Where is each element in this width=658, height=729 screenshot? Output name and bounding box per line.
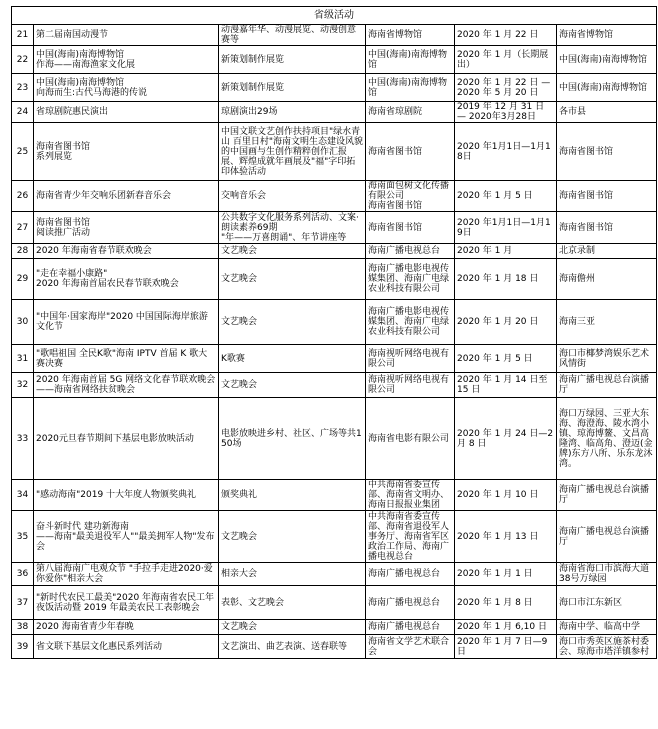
activity-time: 2020 年 1 月 1 日: [455, 563, 557, 586]
organizer: 中国(海南)南海博物馆: [366, 46, 455, 74]
table-row: [12, 74, 657, 102]
row-number: 25: [12, 123, 34, 181]
organizer: 海南广播电视总台: [366, 563, 455, 586]
row-number: 26: [12, 181, 34, 212]
activity-name: "歌唱祖国 全民K歌"海南 IPTV 首届 K 歌大赛决赛: [34, 345, 219, 373]
activity-name: 海南省青少年交响乐团新春音乐会: [34, 181, 219, 212]
activity-time: 2020 年1月1日—1月19日: [455, 212, 557, 244]
activity-place: 海口市椰梦湾娱乐艺术风情街: [557, 345, 657, 373]
activity-place: 海南广播电视总台演播厅: [557, 480, 657, 511]
activity-name: 奋斗新时代 建功新海南 ——海南"最美退役军人""最美拥军人物"发布会: [34, 511, 219, 563]
activity-content: 表彰、文艺晚会: [219, 586, 366, 620]
organizer: 海南省博物馆: [366, 25, 455, 46]
activity-time: 2020 年 1 月（长期展出）: [455, 46, 557, 74]
activity-place: 海南省海口市滨海大道 38号万绿园: [557, 563, 657, 586]
row-number: 35: [12, 511, 34, 563]
organizer: 海南省图书馆: [366, 123, 455, 181]
organizer: 海南省文学艺术联合会: [366, 635, 455, 659]
activity-time: 2020 年1月1日—1月18日: [455, 123, 557, 181]
row-number: 38: [12, 620, 34, 635]
activity-content: 琼剧演出29场: [219, 102, 366, 123]
row-number: 34: [12, 480, 34, 511]
activity-content: 中国文联文艺创作扶持项目"绿水青山 百里日村"海南文明生态建设风貌的中国画与生创作精粹创作汇报展、辉煌成就年画展及"福"字印拓印体验活动: [219, 123, 366, 181]
table-row: [12, 511, 657, 563]
table-row: [12, 123, 657, 181]
table-row: [12, 345, 657, 373]
row-number: 24: [12, 102, 34, 123]
table-row: [12, 480, 657, 511]
table-row: [12, 46, 657, 74]
organizer: 中共海南省委宣传部、海南省文明办、海南日报报业集团: [366, 480, 455, 511]
activity-name: 2020元旦春节期间下基层电影放映活动: [34, 398, 219, 480]
organizer: 中国(海南)南海博物馆: [366, 74, 455, 102]
activity-name: 中国(海南)南海博物馆 向海而生:古代马海港的传说: [34, 74, 219, 102]
activity-time: 2020 年 1 月 24 日—2 月 8 日: [455, 398, 557, 480]
activity-time: 2020 年 1 月 7 日—9 日: [455, 635, 557, 659]
table-caption: 省级活动: [12, 7, 657, 25]
row-number: 36: [12, 563, 34, 586]
activity-place: 各市县: [557, 102, 657, 123]
organizer: 海南广播电影电视传媒集团、海南广电绿农业科技有限公司: [366, 259, 455, 300]
activity-place: 中国(海南)南海博物馆: [557, 46, 657, 74]
activity-name: 2020 海南省青少年春晚: [34, 620, 219, 635]
activity-place: 海南广播电视总台演播厅: [557, 373, 657, 398]
activity-content: 文艺晚会: [219, 300, 366, 345]
activity-name: 海南省图书馆 阅读推广活动: [34, 212, 219, 244]
table-row: [12, 212, 657, 244]
row-number: 21: [12, 25, 34, 46]
activity-content: 新策划制作展览: [219, 46, 366, 74]
activity-time: 2020 年 1 月 10 日: [455, 480, 557, 511]
activity-time: 2020 年 1 月: [455, 244, 557, 259]
table-row: [12, 586, 657, 620]
row-number: 33: [12, 398, 34, 480]
row-number: 29: [12, 259, 34, 300]
activity-time: 2020 年 1 月 6,10 日: [455, 620, 557, 635]
organizer: 海南广播电视总台: [366, 244, 455, 259]
activity-name: "新时代农民工最美"2020 年海南省农民工年夜饭活动暨 2019 年最美农民工表彰晚会: [34, 586, 219, 620]
row-number: 30: [12, 300, 34, 345]
table-row: [12, 259, 657, 300]
activity-name: 第二届南国动漫节: [34, 25, 219, 46]
organizer: 海南视听网络电视有限公司: [366, 373, 455, 398]
activity-name: 2020 年海南首届 5G 网络文化春节联欢晚会——海南省网络扶贫晚会: [34, 373, 219, 398]
row-number: 23: [12, 74, 34, 102]
table-row: [12, 102, 657, 123]
organizer: 海南省图书馆: [366, 212, 455, 244]
activity-time: 2020 年 1 月 5 日: [455, 345, 557, 373]
organizer: 海南面包树文化传播有限公司 海南省图书馆: [366, 181, 455, 212]
activity-name: "走在幸福小康路" 2020 年海南首届农民春节联欢晚会: [34, 259, 219, 300]
activity-place: 海口万绿园、三亚大东海、海澄海、陵水湾小镇、琼海博鳌、文昌高隆湾、临高角、澄迈(金牌)东方八所、乐东龙沐湾。: [557, 398, 657, 480]
activity-content: 文艺晚会: [219, 620, 366, 635]
caption-row: [12, 7, 657, 25]
activity-time: 2020 年 1 月 18 日: [455, 259, 557, 300]
row-number: 27: [12, 212, 34, 244]
table-row: [12, 373, 657, 398]
activity-place: 海南三亚: [557, 300, 657, 345]
table-row: [12, 181, 657, 212]
table-row: [12, 398, 657, 480]
activity-place: 海南儋州: [557, 259, 657, 300]
activity-time: 2019 年 12 月 31 日 — 2020年3月28日: [455, 102, 557, 123]
activity-content: 电影放映进乡村、社区、广场等共150场: [219, 398, 366, 480]
activity-content: 文艺晚会: [219, 511, 366, 563]
activity-content: 新策划制作展览: [219, 74, 366, 102]
row-number: 22: [12, 46, 34, 74]
activity-name: 省琼剧院惠民演出: [34, 102, 219, 123]
activity-content: 公共数字文化服务系列活动、文案·朗读素养69期 "年——万喜朗诵"、年节讲座等: [219, 212, 366, 244]
activity-name: "感动海南"2019 十大年度人物颁奖典礼: [34, 480, 219, 511]
activity-content: 文艺晚会: [219, 259, 366, 300]
activity-time: 2020 年 1 月 22 日 — 2020 年 5 月 20 日: [455, 74, 557, 102]
activity-time: 2020 年 1 月 13 日: [455, 511, 557, 563]
activity-content: K歌赛: [219, 345, 366, 373]
activity-time: 2020 年 1 月 5 日: [455, 181, 557, 212]
activity-content: 动漫嘉年华、动漫展览、动漫创意赛等: [219, 25, 366, 46]
activity-content: 文艺晚会: [219, 373, 366, 398]
activity-place: 海南省图书馆: [557, 181, 657, 212]
activity-place: 中国(海南)南海博物馆: [557, 74, 657, 102]
activity-name: 中国(海南)南海博物馆 作海——南海渔家文化展: [34, 46, 219, 74]
activity-name: 2020 年海南省春节联欢晚会: [34, 244, 219, 259]
activity-time: 2020 年 1 月 14 日至 15 日: [455, 373, 557, 398]
organizer: 海南广播电视总台: [366, 620, 455, 635]
activity-time: 2020 年 1 月 20 日: [455, 300, 557, 345]
activity-place: 海口市江东新区: [557, 586, 657, 620]
row-number: 31: [12, 345, 34, 373]
row-number: 28: [12, 244, 34, 259]
table-row: [12, 300, 657, 345]
activity-content: 相亲大会: [219, 563, 366, 586]
activity-content: 文艺晚会: [219, 244, 366, 259]
activity-name: 海南省图书馆 系列展览: [34, 123, 219, 181]
activity-place: 海南中学、临高中学: [557, 620, 657, 635]
organizer: 海南省琼剧院: [366, 102, 455, 123]
table-row: [12, 635, 657, 659]
activity-place: 海南省图书馆: [557, 123, 657, 181]
activity-time: 2020 年 1 月 22 日: [455, 25, 557, 46]
activity-place: 海南广播电视总台演播厅: [557, 511, 657, 563]
organizer: 海南广播电视总台: [366, 586, 455, 620]
organizer: 海南省电影有限公司: [366, 398, 455, 480]
activity-place: 北京录制: [557, 244, 657, 259]
organizer: 海南广播电影电视传媒集团、海南广电绿农业科技有限公司: [366, 300, 455, 345]
activity-content: 文艺演出、曲艺表演、送春联等: [219, 635, 366, 659]
activity-name: 第八届海南广电观众节 "手拉手走进2020·爱你爱你"相亲大会: [34, 563, 219, 586]
activity-content: 交响音乐会: [219, 181, 366, 212]
activity-place: 海口市秀英区施茶村委会、琼海市塔洋镇参村: [557, 635, 657, 659]
activity-time: 2020 年 1 月 8 日: [455, 586, 557, 620]
table-row: [12, 244, 657, 259]
activity-place: 海南省图书馆: [557, 212, 657, 244]
activity-content: 颁奖典礼: [219, 480, 366, 511]
row-number: 39: [12, 635, 34, 659]
row-number: 32: [12, 373, 34, 398]
activity-place: 海南省博物馆: [557, 25, 657, 46]
activity-name: "中国年·国家海岸"2020 中国国际海岸旅游文化节: [34, 300, 219, 345]
table-row: [12, 563, 657, 586]
activities-table: [11, 6, 657, 659]
row-number: 37: [12, 586, 34, 620]
table-row: [12, 620, 657, 635]
table-row: [12, 25, 657, 46]
organizer: 中共海南省委宣传部、海南省退役军人事务厅、海南省军区政治工作局、海南广播电视总台: [366, 511, 455, 563]
organizer: 海南视听网络电视有限公司: [366, 345, 455, 373]
activity-name: 省文联下基层文化惠民系列活动: [34, 635, 219, 659]
